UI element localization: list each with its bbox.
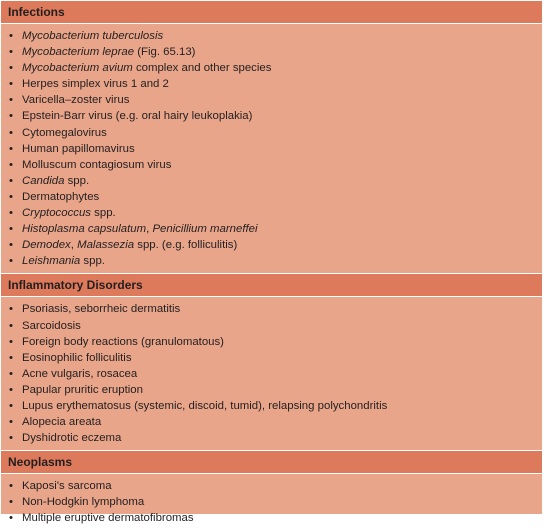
item-list (1, 301, 542, 446)
bullet-icon: • (9, 158, 13, 171)
item-text: Acne vulgaris, rosacea (22, 367, 138, 380)
bullet-icon: • (9, 62, 13, 75)
item-text: Multiple eruptive dermatofibromas (22, 512, 194, 525)
bullet-icon: • (9, 174, 13, 187)
bullet-icon: • (9, 46, 13, 59)
bullet-icon: • (9, 126, 13, 139)
item-text: Mycobacterium tuberculosis (22, 30, 164, 42)
item-text: Eosinophilic folliculitis (22, 351, 132, 364)
list-item (1, 414, 542, 430)
item-text: Sarcoidosis (22, 319, 81, 332)
item-text: Histoplasma capsulatum (22, 223, 147, 236)
list-item (1, 382, 542, 398)
item-text: Herpes simplex virus 1 and 2 (22, 78, 169, 91)
list-item (1, 430, 542, 446)
item-text: Psoriasis, seborrheic dermatitis (22, 303, 181, 316)
item-text: Epstein-Barr virus (e.g. oral hairy leukoplakia) (22, 110, 253, 123)
item-text: Kaposi's sarcoma (22, 480, 112, 493)
section-body (1, 297, 542, 450)
bullet-icon: • (9, 255, 13, 268)
bullet-icon: • (9, 399, 13, 412)
item-text: spp. (80, 255, 105, 268)
bullet-icon: • (9, 496, 13, 509)
bullet-icon: • (9, 303, 13, 316)
list-item (1, 494, 542, 510)
list-item (1, 478, 542, 494)
item-text: Penicillium marneffei (152, 223, 258, 236)
item-text: Mycobacterium leprae (22, 46, 135, 59)
item-text: Lupus erythematosus (systemic, discoid, tumid), relapsing polychondritis (22, 399, 388, 412)
bullet-icon: • (9, 110, 13, 123)
list-item (1, 334, 542, 350)
bullet-icon: • (9, 239, 13, 252)
list-item (1, 141, 542, 157)
item-list (1, 478, 542, 526)
section-header: Infections (1, 1, 542, 23)
list-item (1, 173, 542, 189)
item-text: , (70, 239, 78, 252)
bullet-icon: • (9, 367, 13, 380)
bullet-icon: • (9, 512, 13, 525)
section-body (1, 24, 542, 273)
bullet-icon: • (9, 190, 13, 203)
bullet-icon: • (9, 351, 13, 364)
item-text: Cytomegalovirus (22, 126, 107, 139)
bullet-icon: • (9, 207, 13, 220)
item-text: Mycobacterium avium (22, 62, 133, 75)
list-item (1, 44, 542, 60)
list-item (1, 301, 542, 317)
item-text: Human papillomavirus (22, 142, 135, 155)
item-text: Varicella–zoster virus (22, 94, 130, 107)
list-item (1, 76, 542, 92)
item-text: Non-Hodgkin lymphoma (22, 496, 145, 509)
list-item (1, 318, 542, 334)
bullet-icon: • (9, 383, 13, 396)
bullet-icon: • (9, 78, 13, 91)
bullet-icon: • (9, 94, 13, 107)
list-item (1, 108, 542, 124)
item-text: Foreign body reactions (granulomatous) (22, 335, 224, 348)
section-infections (1, 1, 542, 273)
bullet-icon: • (9, 223, 13, 236)
item-text: complex and other species (132, 62, 272, 75)
list-item (1, 92, 542, 108)
bullet-icon: • (9, 432, 13, 445)
list-item (1, 60, 542, 76)
bullet-icon: • (9, 142, 13, 155)
item-text: spp. (91, 207, 116, 220)
list-item (1, 205, 542, 221)
section-header: Inflammatory Disorders (1, 274, 542, 296)
item-text: Leishmania (22, 255, 81, 268)
section-body (1, 474, 542, 530)
item-text: spp. (e.g. folliculitis) (134, 239, 238, 252)
item-text: Alopecia areata (22, 416, 102, 429)
list-item (1, 253, 542, 269)
list-item (1, 398, 542, 414)
item-text: Candida (22, 174, 65, 187)
item-text: Demodex (22, 239, 71, 252)
section-inflammatory-disorders (1, 274, 542, 450)
list-item (1, 237, 542, 253)
section-neoplasms (1, 451, 542, 530)
list-item (1, 350, 542, 366)
bullet-icon: • (9, 335, 13, 348)
item-text: spp. (64, 174, 90, 187)
item-text: Dermatophytes (22, 190, 100, 203)
item-text: Dyshidrotic eczema (22, 432, 122, 445)
item-text: (Fig. 65.13) (134, 46, 196, 59)
list-item (1, 157, 542, 173)
bullet-icon: • (9, 480, 13, 493)
list-item (1, 189, 542, 205)
item-text: Cryptococcus (22, 207, 92, 220)
list-item (1, 221, 542, 237)
item-text: Papular pruritic eruption (22, 383, 143, 396)
list-item (1, 28, 542, 44)
list-item (1, 510, 542, 526)
item-list (1, 28, 542, 269)
section-header: Neoplasms (1, 451, 542, 473)
bullet-icon: • (9, 319, 13, 332)
item-text: Molluscum contagiosum virus (22, 158, 172, 171)
item-text: , (146, 223, 153, 236)
item-text: Malassezia (77, 239, 135, 252)
list-item (1, 366, 542, 382)
bullet-icon: • (9, 30, 13, 42)
list-item (1, 125, 542, 141)
bullet-icon: • (9, 416, 13, 429)
